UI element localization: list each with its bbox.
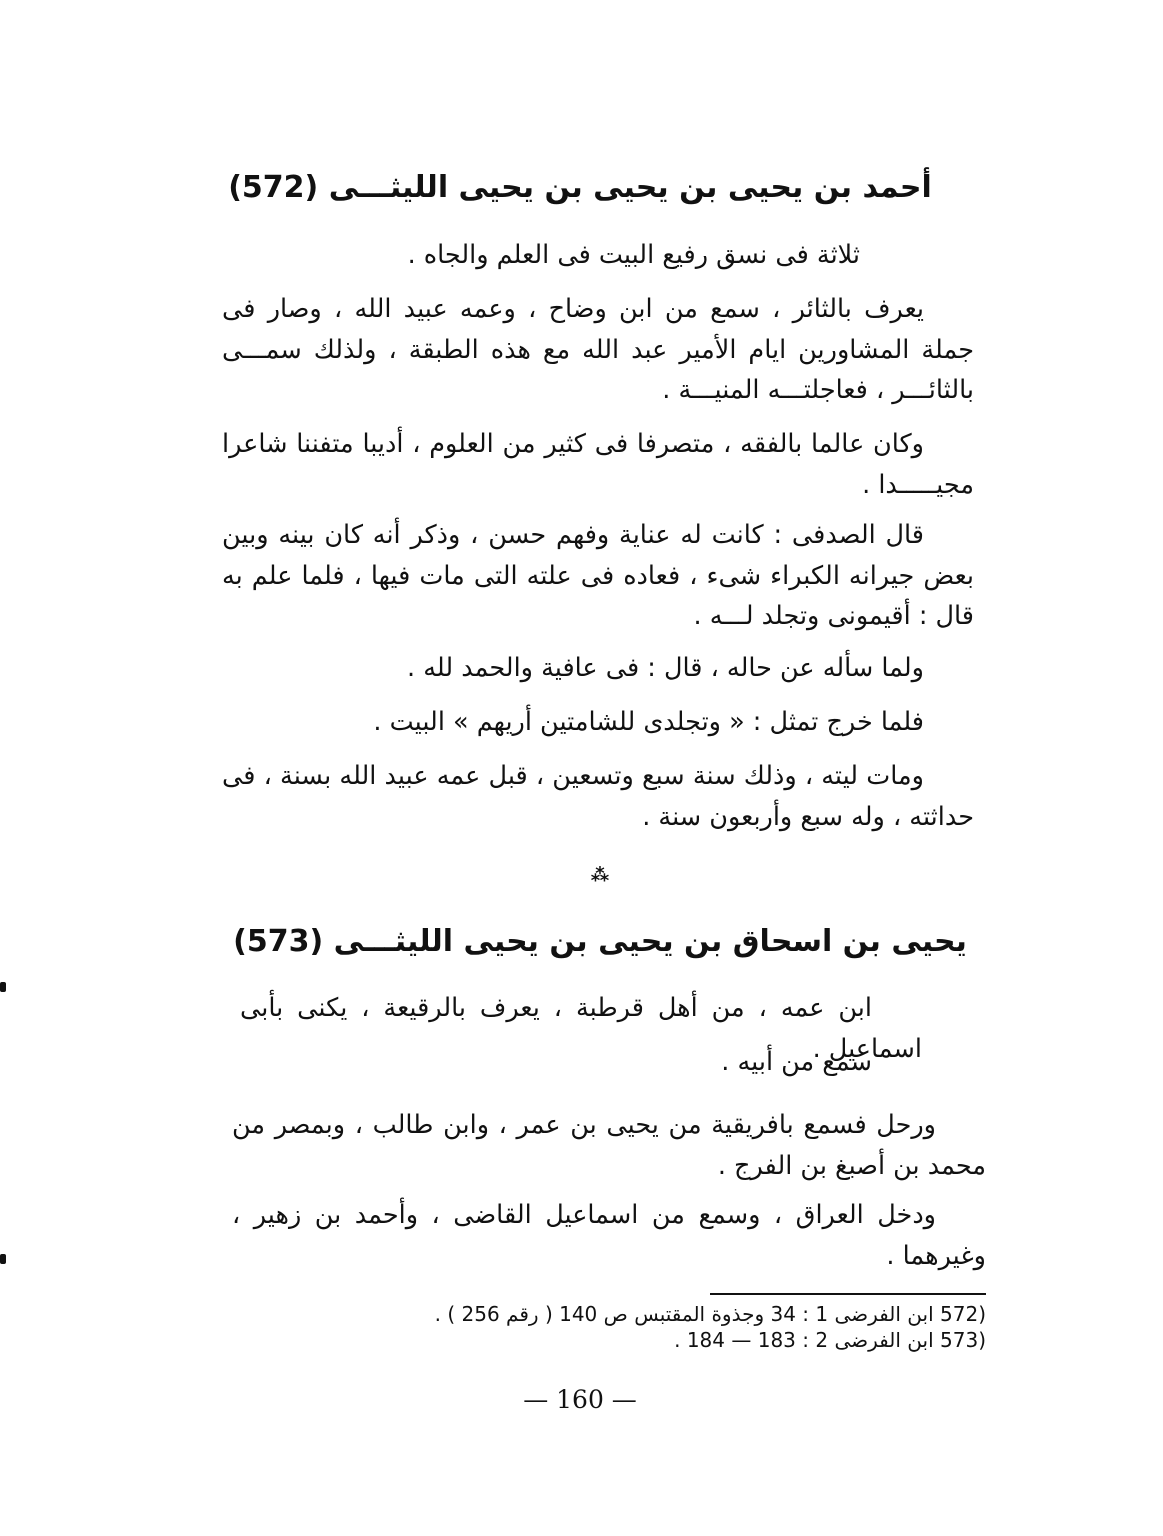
paragraph-572-4: قال الصدفى : كانت له عناية وفهم حسن ، وذكر أنه كان بينه وبين بعض جيرانه الكبراء شىء ، فعاده فى علته التى مات فيها ، فلما علم به قال : أقيمونى وتجلد لـــه . (222, 520, 974, 631)
scan-edge-mark (0, 982, 6, 992)
entry-heading-572: أحمد بن يحيى بن يحيى بن يحيى الليثـــى (572) (228, 170, 932, 205)
paragraph-572-7: ومات ليته ، وذلك سنة سبع وتسعين ، قبل عمه عبيد الله بسنة ، فى حداثته ، وله سبع وأربعون سنة . (222, 761, 974, 832)
paragraph-572-3: وكان عالما بالفقه ، متصرفا فى كثير من العلوم ، أديبا متفننا شاعرا مجيـــــدا . (222, 429, 974, 500)
scan-edge-mark (0, 1254, 6, 1264)
paragraph-573-2: سمع من أبيه . (721, 1047, 872, 1077)
footnote-572 (286, 1302, 986, 1326)
footnote-number: (573 (940, 1328, 986, 1352)
footnote-number: (572 (940, 1302, 986, 1326)
footnote-rule (710, 1293, 986, 1295)
paragraph-573-4: ودخل العراق ، وسمع من اسماعيل القاضى ، وأحمد بن زهير ، وغيرهما . (232, 1200, 986, 1271)
paragraph-572-5: ولما سأله عن حاله ، قال : فى عافية والحمد لله . (407, 653, 924, 683)
page-number: — 160 — (523, 1385, 637, 1414)
footnote-text: ابن الفرضى 2 : 183 — 184 . (674, 1328, 934, 1352)
paragraph-572-1: ثلاثة فى نسق رفيع البيت فى العلم والجاه . (407, 240, 860, 270)
footnote-573 (286, 1328, 986, 1352)
section-separator: ⁂ (590, 865, 610, 886)
paragraph-573-3: ورحل فسمع بافريقية من يحيى بن عمر ، وابن طالب ، وبمصر من محمد بن أصبغ بن الفرج . (232, 1110, 986, 1181)
paragraph-573-1: ابن عمه ، من أهل قرطبة ، يعرف بالرقيعة ، يكنى بأبى اسماعيل . (240, 993, 922, 1064)
paragraph-572-2: يعرف بالثائر ، سمع من ابن وضاح ، وعمه عبيد الله ، وصار فى جملة المشاورين ايام الأمير عبد الله مع هذه الطبقة ، ولذلك سمـــى بالثائـــر ، فعاجلتـــه المنيـــة . (222, 294, 974, 405)
entry-heading-573: يحيى بن اسحاق بن يحيى بن يحيى الليثـــى (573) (233, 924, 967, 959)
paragraph-572-6: فلما خرج تمثل : « وتجلدى للشامتين أريهم » البيت . (373, 707, 924, 737)
footnote-text: ابن الفرضى 1 : 34 وجذوة المقتبس ص 140 ( رقم 256 ) . (434, 1302, 934, 1326)
